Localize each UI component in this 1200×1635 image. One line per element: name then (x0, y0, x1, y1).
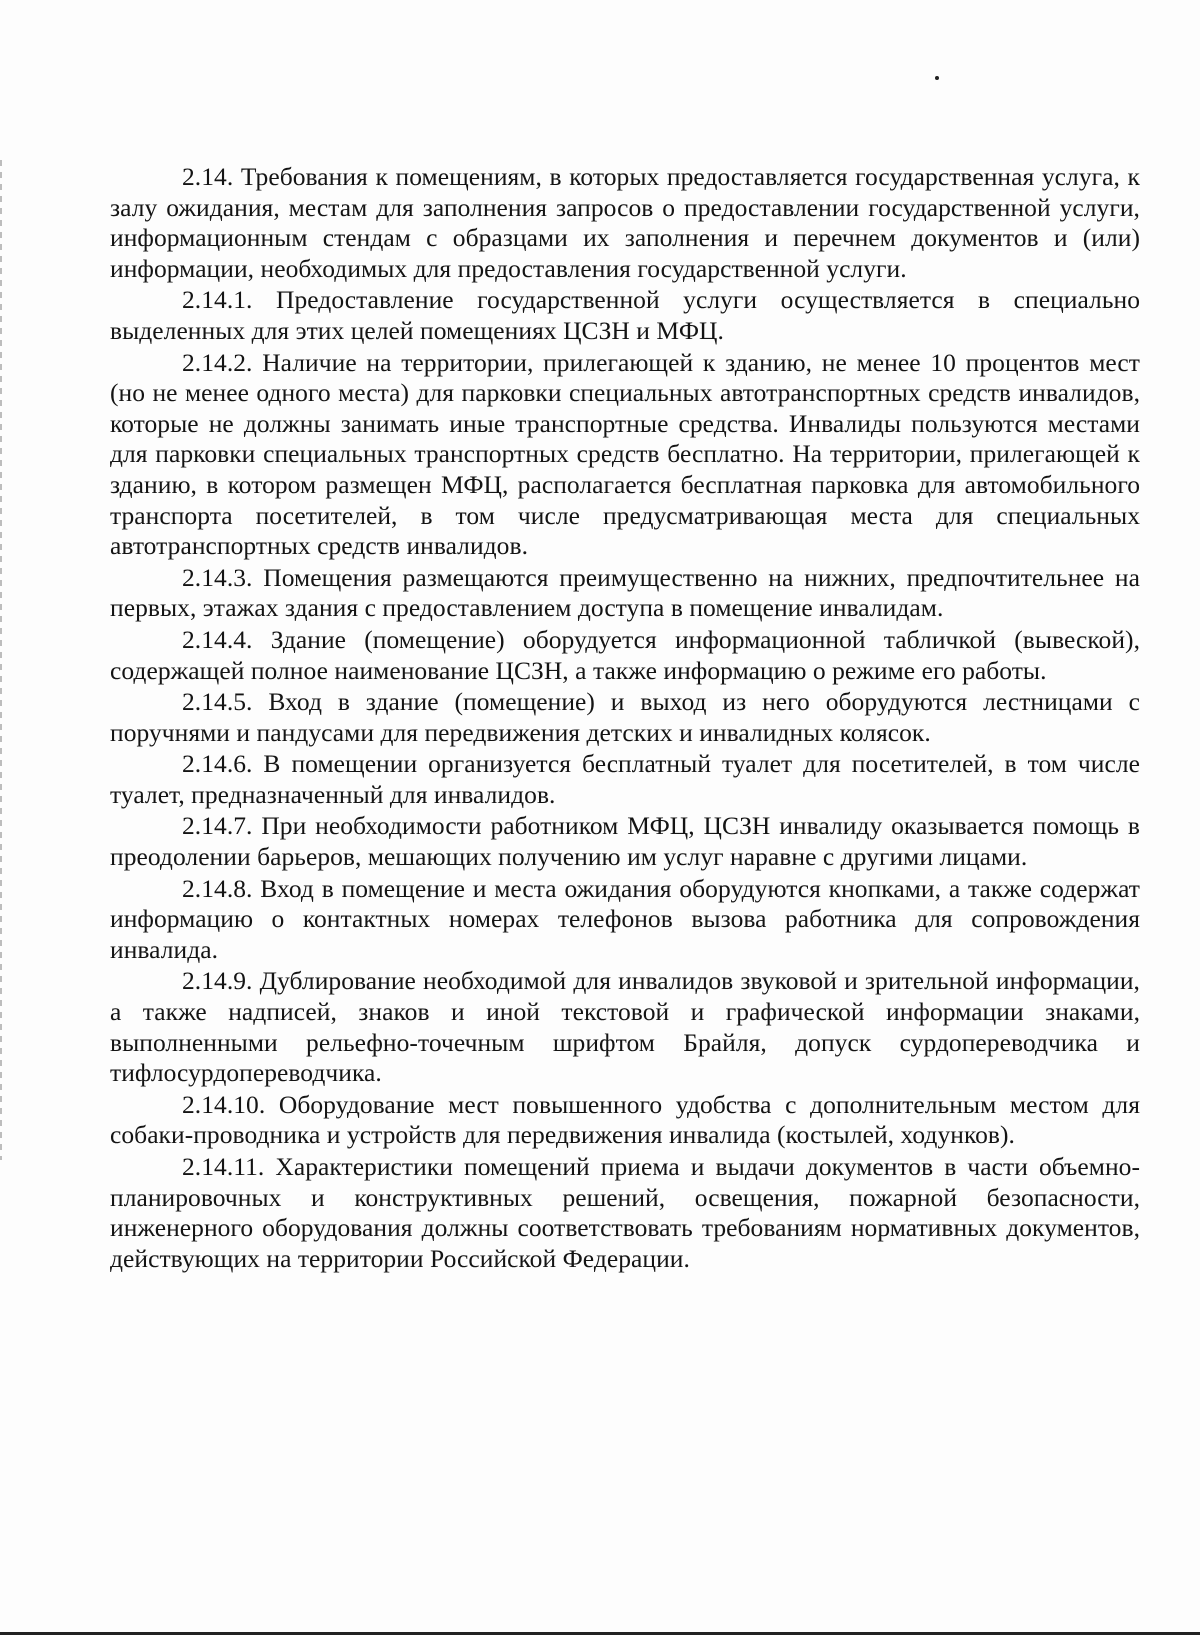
paragraph-2-14-10: 2.14.10. Оборудование мест повышенного удобства с дополнительным местом для собаки-проводника и устройств для передвижения инвалида (костылей, ходунков). (110, 1089, 1140, 1150)
paragraph-2-14-9: 2.14.9. Дублирование необходимой для инвалидов звуковой и зрительной информации, а также надписей, знаков и иной текстовой и графической информации знаками, выполненными рельефно-точечным шрифтом Брайля, допуск сурдопереводчика и тифлосурдопереводчика. (110, 966, 1140, 1088)
paragraph-2-14-8: 2.14.8. Вход в помещение и места ожидания оборудуются кнопками, а также содержат информацию о контактных номерах телефонов вызова работника для сопровождения инвалида. (110, 873, 1140, 964)
paragraph-2-14-5: 2.14.5. Вход в здание (помещение) и выход из него оборудуются лестницами с поручнями и пандусами для передвижения детских и инвалидных колясок. (110, 687, 1140, 747)
paragraph-2-14-1: 2.14.1. Предоставление государственной услуги осуществляется в специально выделенных для этих целей помещениях ЦСЗН и МФЦ. (110, 285, 1140, 345)
paragraph-2-14-11: 2.14.11. Характеристики помещений приема и выдачи документов в части объемно-планировочных и конструктивных решений, освещения, пожарной безопасности, инженерного оборудования должны соответствовать требованиям нормативных документов, действующих на территории Российской Федерации. (110, 1152, 1140, 1273)
paragraph-2-14-2: 2.14.2. Наличие на территории, прилегающей к зданию, не менее 10 процентов мест (но не менее одного места) для парковки специальных автотранспортных средств инвалидов, которые не должны занимать иные транспортные средства. Инвалиды пользуются местами для парковки специальных транспортных средств бесплатно. На территории, прилегающей к зданию, в котором размещен МФЦ, располагается бесплатная парковка для автомобильного транспорта посетителей, в том числе предусматривающая места для специальных автотранспортных средств инвалидов. (110, 347, 1140, 561)
paragraph-2-14-4: 2.14.4. Здание (помещение) оборудуется информационной табличкой (вывеской), содержащей полное наименование ЦСЗН, а также информацию о режиме его работы. (110, 624, 1140, 685)
scan-edge-marks (0, 160, 2, 1160)
paragraph-2-14: 2.14. Требования к помещениям, в которых предоставляется государственная услуга, к залу ожидания, местам для заполнения запросов о предоставлении государственной услуги, информационным стендам с образцами их заполнения и перечнем документов и (или) информации, необходимых для предоставления государственной услуги. (110, 162, 1140, 283)
paragraph-2-14-7: 2.14.7. При необходимости работником МФЦ, ЦСЗН инвалиду оказывается помощь в преодолении барьеров, мешающих получению им услуг наравне с другими лицами. (110, 811, 1140, 872)
document-body (110, 162, 1140, 1275)
scan-speck (935, 76, 939, 80)
paragraph-2-14-3: 2.14.3. Помещения размещаются преимущественно на нижних, предпочтительнее на первых, этажах здания с предоставлением доступа в помещение инвалидам. (110, 562, 1140, 623)
paragraph-2-14-6: 2.14.6. В помещении организуется бесплатный туалет для посетителей, в том числе туалет, предназначенный для инвалидов. (110, 749, 1140, 809)
